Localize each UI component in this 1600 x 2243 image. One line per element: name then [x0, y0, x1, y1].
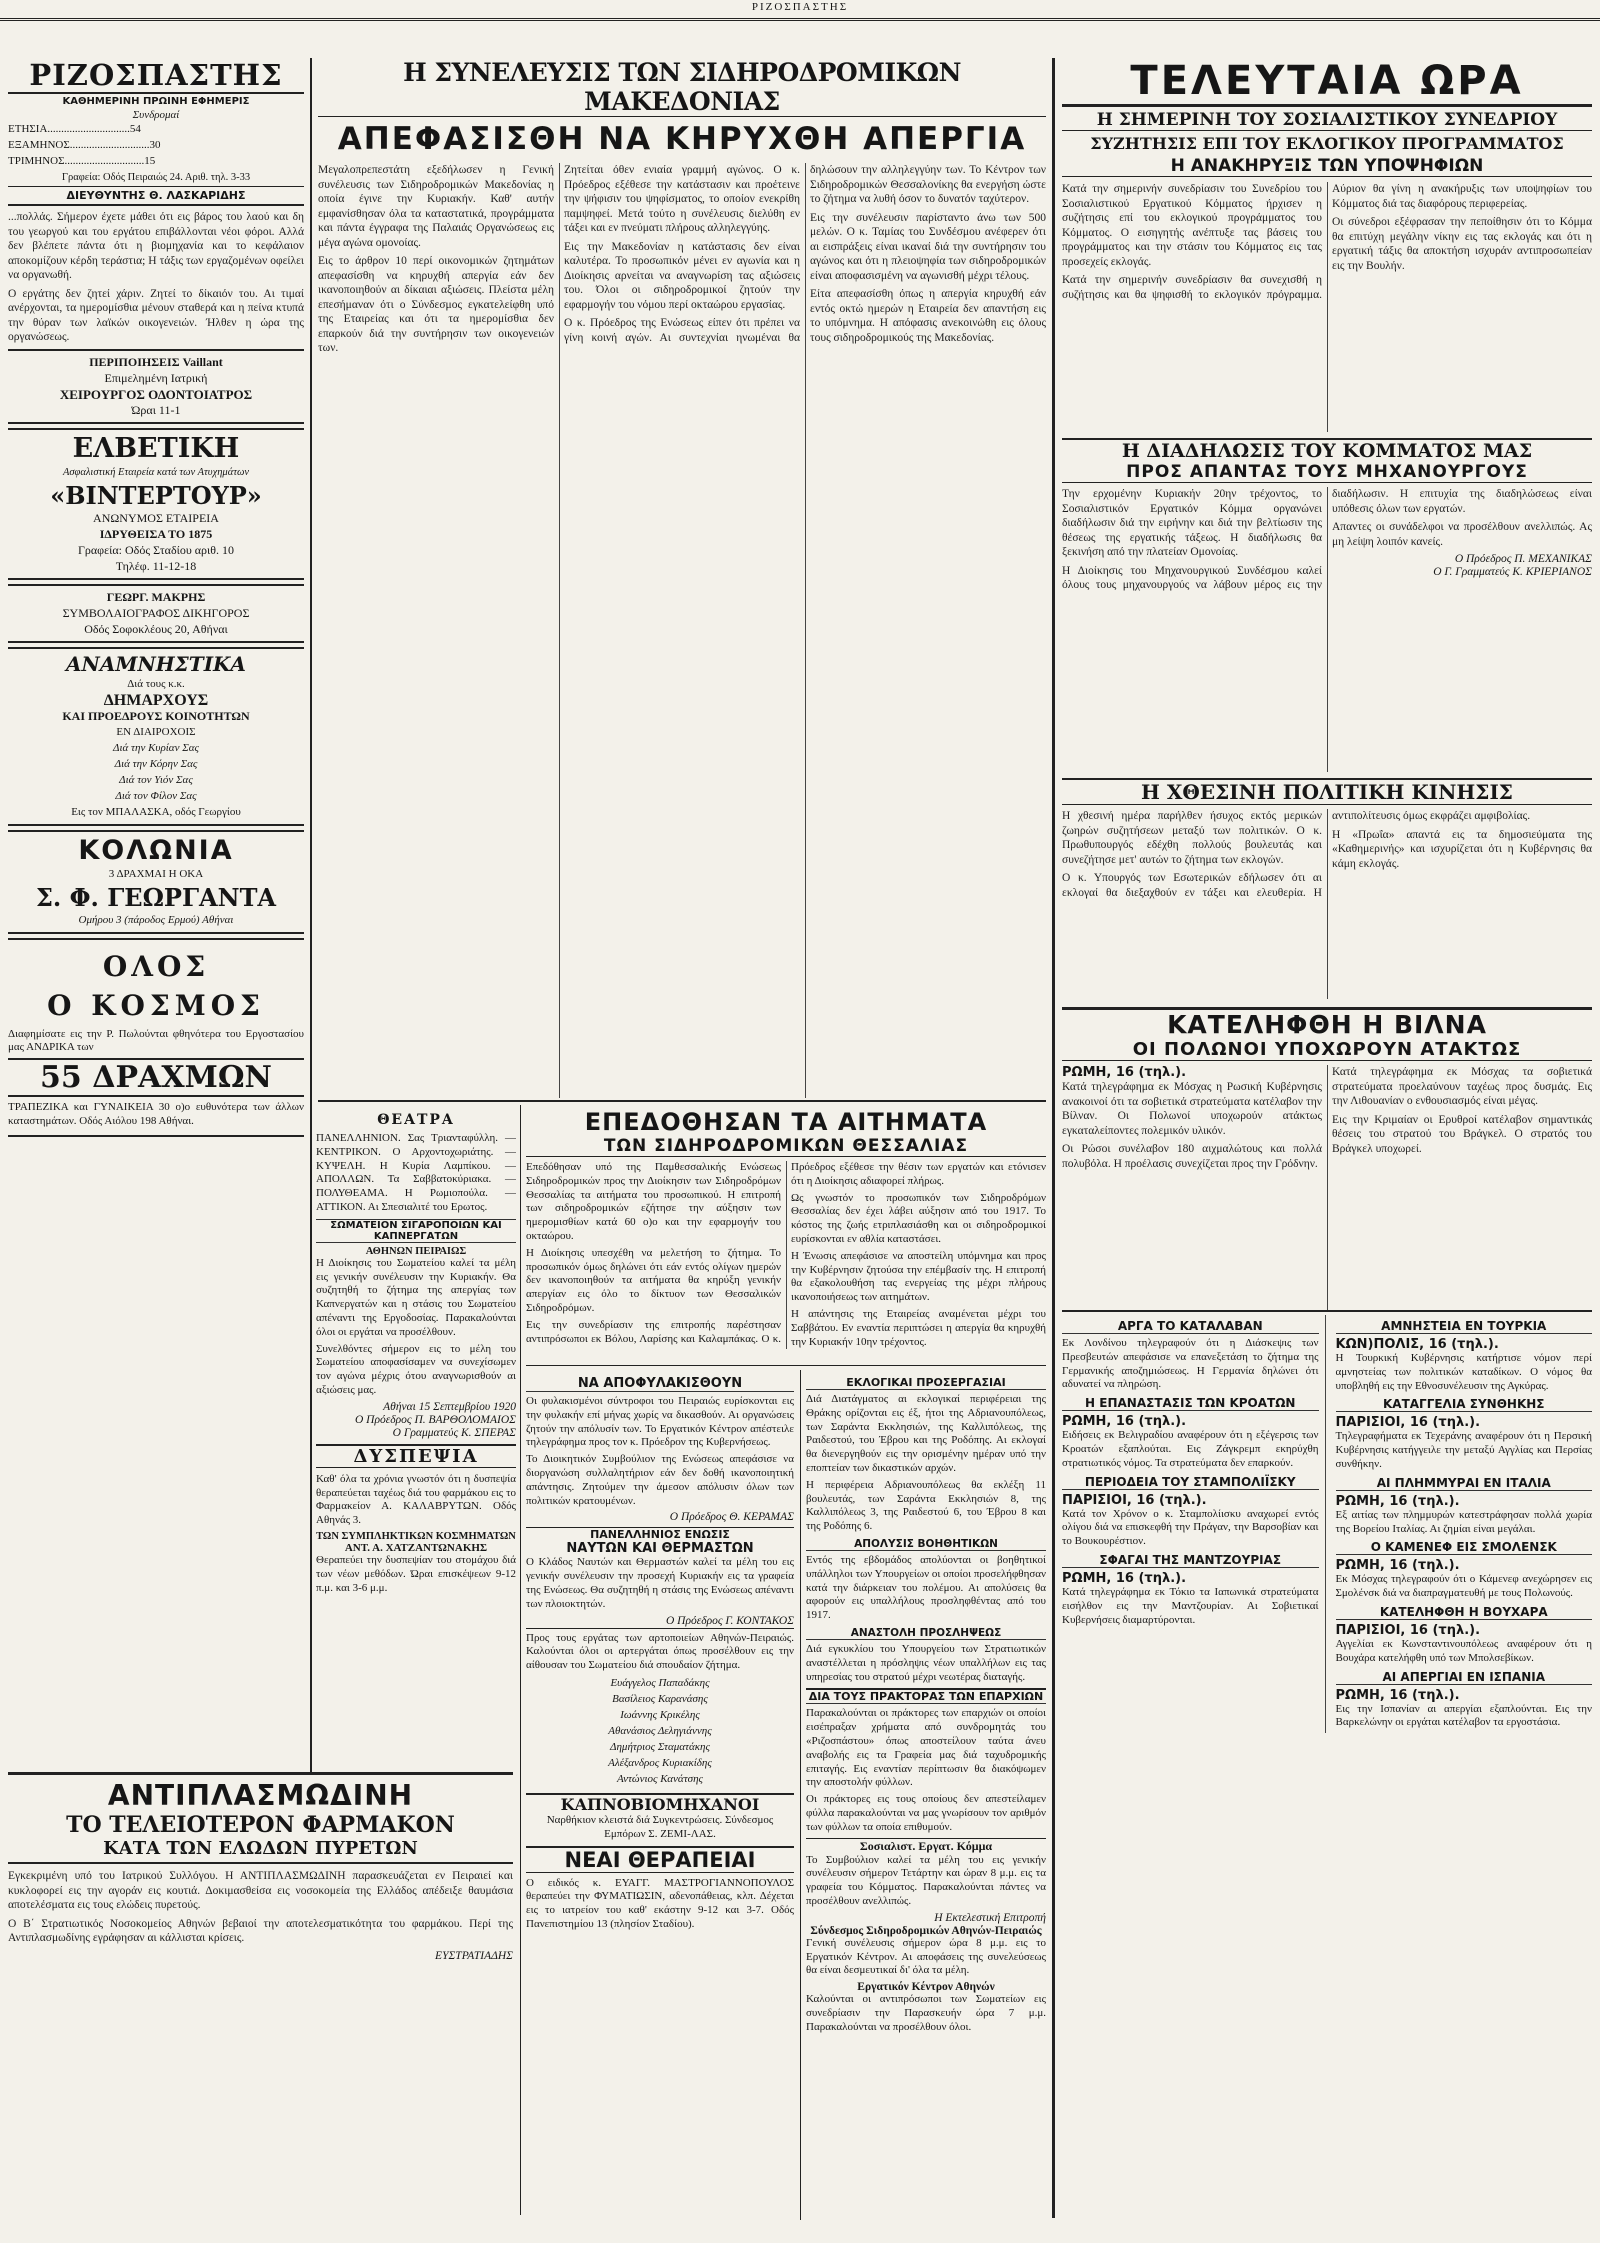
article-paragraph: Κατά την σημερινήν συνεδρίασιν του Συνεδρίου του Σοσιαλιστικού Εργατικού Κόμματος ήρχισεν η συζήτησις επί του εκλογικού προγράμματος του Κόμματος. Ο εισηγητής ανέπτυξε τας βάσεις του προγράμματος και την στάσιν του Κόμματος εις τας προσεχείς εκλογάς. [1062, 183, 1322, 268]
ad-title: ΑΝΑΜΝΗΣΤΙΚΑ [66, 651, 246, 676]
masthead-title: ΡΙΖΟΣΠΑΣΤΗΣ [8, 58, 304, 94]
notice-signature: Ο Γραμματεύς Κ. ΣΠΕΡΑΣ [392, 1426, 516, 1439]
brief-title: ΠΕΡΙΟΔΕΙΑ ΤΟΥ ΣΤΑΜΠΟΛΙΪΣΚΥ [1062, 1475, 1319, 1490]
main-article-makedonia [318, 58, 1046, 1098]
notice-paragraph: Προς τους εργάτας των αρτοποιείων Αθηνών-Πειραιώς. Καλούνται όλοι οι αρτεργάται όπως προσέλθουν εις την αίθουσαν του Σωματείου διά σπουδαίον ζήτημα. [526, 1628, 794, 1673]
section-rule [526, 1365, 1046, 1366]
name-item: Αλέξανδρος Κυριακίδης [608, 1756, 712, 1769]
ad-line: Οδός Σοφοκλέους 20, Αθήναι [84, 621, 228, 636]
notice-paragraph: Παρακαλούνται οι πράκτορες των επαρχιών οι οποίοι εισέπραξαν χρήματα από συνδρομητάς του «Ριζοσπάστου» όπως αποστείλουν ταύτα άνευ αναβολής εις τα Γραφεία μας διά ταχυδρομικής επιταγής. Εις εναντίαν περίπτωσιν θα διακόψωμεν την αποστολήν φύλλων. [806, 1707, 1046, 1789]
notice-title: Σύνδεσμος Σιδηροδρομικών Αθηνών-Πειραιώς [810, 1924, 1042, 1937]
article-subheadline: ΣΥΖΗΤΗΣΙΣ ΕΠΙ ΤΟΥ ΕΚΛΟΓΙΚΟΥ ΠΡΟΓΡΑΜΜΑΤΟΣ [1090, 134, 1564, 153]
name-item: Βασίλειος Καρανάσης [612, 1692, 708, 1705]
article-paragraph: Ο κ. Υπουργός των Εσωτερικών εδήλωσεν ότι αι εκλογαί θα διεξαχθούν εν τάξει και ελευθερία. Η αντιπολίτευσις όμως εκφράζει αμφιβολίας. [1062, 810, 1531, 899]
ad-makris [8, 584, 304, 643]
notice-paragraph: Οι φυλακισμένοι σύντροφοι του Πειραιώς ευρίσκονται εις την φυλακήν επί μήνας χωρίς να δικασθούν. Αι οργανώσεις ζητούν την απόλυσίν των. Το Εργατικόν Κέντρον απέστειλε τηλεγράφημα προς τον κ. Πρόεδρον της Κυβερνήσεως. [526, 1395, 794, 1449]
article-paragraph: Κατά την σημερινήν συνεδρίασιν θα συνεχισθή η συζήτησις και θα ψηφισθή το εκλογικόν πρόγραμμα. Αύριον θα γίνη η ανακήρυξις των υποψηφίων του Κόμματος διά τας διαφόρους περιφερείας. [1062, 183, 1592, 301]
brief-text: Κατά τον Χρόνον ο κ. Σταμπολίισκυ αναχωρεί εντός ολίγου διά να επισκεφθή την Πράγαν, την Βαρσοβίαν και το Βουκουρέστιον. [1062, 1507, 1319, 1548]
article-paragraph: ...πολλάς. Σήμερον έχετε μάθει ότι εις βάρος του λαού και δη του γεωργού και του εργάτου επιβάλλονται νέοι φόροι. Αλλά δεν βλέπετε πάντα ότι η βιομηχανία και το κεφάλαιον αποκομίζουν κέρδη τεράστια; Η τάξις των εργαζομένων οφείλει να οργανωθή. [8, 211, 304, 281]
article-headline: ΚΑΤΕΛΗΦΘΗ Η ΒΙΛΝΑ [1062, 1007, 1592, 1039]
article-headline: Η ΧΘΕΣΙΝΗ ΠΟΛΙΤΙΚΗ ΚΙΝΗΣΙΣ [1062, 778, 1592, 805]
ad-subtitle: ΚΑΤΑ ΤΩΝ ΕΛΩΔΩΝ ΠΥΡΕΤΩΝ [8, 1838, 513, 1864]
article-paragraph: Εις την Κριμαίαν οι Ερυθροί κατέλαβον σημαντικάς θέσεις του στρατού του Βράγκελ. Ο στρατός του Βράγκελ υποχωρεί. [1332, 1113, 1592, 1155]
article-subheadline: ΤΩΝ ΣΙΔΗΡΟΔΡΟΜΙΚΩΝ ΘΕΣΣΑΛΙΑΣ [526, 1136, 1046, 1157]
dateline: ΡΩΜΗ, 16 (τηλ.). [1335, 1687, 1460, 1703]
top-masthead-strip [0, 0, 1600, 21]
subscription-line: ΕΞΑΜΗΝΟΣ.............................30 [8, 139, 161, 151]
article-paragraph: Η «Πρωΐα» απαντά εις τα δημοσιεύματα της «Καθημερινής» και ισχυρίζεται ότι η Κυβέρνησις θα κάμη εκλογάς. [1332, 828, 1592, 870]
article-columns [1062, 487, 1592, 772]
dateline: ΡΩΜΗ, 16 (τηλ.). [1062, 1570, 1187, 1586]
ad-line: 3 ΔΡΑΧΜΑΙ Η ΟΚΑ [108, 867, 204, 880]
article-subheadline: Η ΑΝΑΚΗΡΥΞΙΣ ΤΩΝ ΥΠΟΨΗΦΙΩΝ [1062, 156, 1592, 177]
dateline: ΡΩΜΗ, 16 (τηλ.). [1335, 1493, 1460, 1509]
article-paragraph: Μεγαλοπρεπεστάτη εξεδήλωσεν η Γενική συνέλευσις των Σιδηροδρομικών Μακεδονίας η οποία έγινε την Κυριακήν. Καθ' αυτήν εμφανίσθησαν όλα τα καταστατικά, προγράμματα και πάντα έγγραφα της Παλαιάς Οργανώσεως εις μέγα αγώνα ομονοίας. [318, 164, 554, 249]
column-notices-b [806, 1372, 1046, 2217]
ad-line: ΑΝΩΝΥΜΟΣ ΕΤΑΙΡΕΙΑ [93, 510, 219, 525]
ad-kolonia [8, 830, 304, 934]
section-title: ΘΕΑΤΡΑ [377, 1112, 455, 1128]
article-paragraph: Οι Ρώσοι συνέλαβον 180 αιχμαλώτους και πολλά πολυβόλα. Η προέλασις συνεχίζεται προς την Γρόδνην. [1062, 1143, 1322, 1170]
column-rule [520, 1105, 521, 2215]
brief-text: Εξ αιτίας των πλημμυρών κατεστράφησαν πολλά χωρία της Βορείου Ιταλίας. Αι ζημίαι είναι μεγάλαι. [1335, 1508, 1592, 1535]
dateline: ΚΩΝ)ΠΟΛΙΣ, 16 (τηλ.). [1335, 1337, 1499, 1352]
name-item: Ιωάννης Κρικέλης [620, 1708, 700, 1721]
ad-line: Επιμελημένη Ιατρική [104, 370, 208, 385]
dateline: ΠΑΡΙΣΙΟΙ, 16 (τηλ.). [1335, 1622, 1481, 1638]
ad-antiplasmodini [8, 1772, 513, 2220]
ad-text: Εγκεκριμένη υπό του Ιατρικού Συλλόγου. Η ΑΝΤΙΠΛΑΣΜΩΔΙΝΗ παρασκευάζεται εν Πειραιεί και κυκλοφορεί εις την αγοράν εις κουτιά. Δοκιμασθείσα εις νοσοκομεία της Ελλάδος απέδειξε θαυμάσια αποτελέσματα εις τους ελώδεις πυρετούς. [8, 1870, 513, 1911]
ad-line: Διά την Κόρην Σας [114, 757, 198, 770]
article-paragraph: Εις την Μακεδονίαν η κατάστασις δεν είναι καλυτέρα. Το προσωπικόν μένει εν αγωνία και η Διοίκησις αρνείται να αναγνωρίση τας αξιώσεις του. Όλοι οι σιδηροδρομικοί ζητούν την εφαρμογήν του νόμου περί οκταώρου εργασίας. [564, 240, 800, 311]
ad-text: Ο ειδικός κ. ΕΥΑΓΓ. ΜΑΣΤΡΟΓΙΑΝΝΟΠΟΥΛΟΣ θεραπεύει την ΦΥΜΑΤΙΩΣΙΝ, αδενοπάθειας, κλπ. Δέχεται εις το ιατρείον του καθ' εκάστην 9-12 και 3-7. Οδός Πανεπιστημίου 13 (πλησίον Σταδίου). [526, 1876, 794, 1930]
article-signature: Ο Γ. Γραμματεύς Κ. ΚΡΙΕΡΙΑΝΟΣ [1433, 566, 1592, 578]
column-rule [800, 1370, 801, 2220]
brief-title: ΑΙ ΠΛΗΜΜΥΡΑΙ ΕΝ ΙΤΑΛΙΑ [1336, 1476, 1593, 1491]
ad-line: Διά τους κ.κ. [127, 677, 185, 690]
ad-title: ΕΛΒΕΤΙΚΗ [72, 432, 240, 464]
notice-signature: Ο Πρόεδρος Θ. ΚΕΡΑΜΑΣ [669, 1511, 794, 1524]
article-paragraph: Η Διοίκησις του Μηχανουργικού Συνδέσμου καλεί όλους τους μηχανουργούς να λάβουν μέρος εις την διαδήλωσιν. Η επιτυχία της διαδηλώσεως είναι υπόθεσις όλων των εργατών. [1062, 488, 1592, 591]
article-paragraph: Η Ένωσις απεφάσισε να αποστείλη υπόμνημα και προς την Κυβέρνησιν ζητούσα την επέμβασίν της. Η επιτροπή θα εξακολουθήση τας ενεργείας της μέχρι πλήρους ικανοποιήσεως των αιτημάτων. [791, 1249, 1046, 1304]
section-headline: ΤΕΛΕΥΤΑΙΑ ΩΡΑ [1062, 58, 1592, 107]
briefs-column-left [1062, 1315, 1326, 1733]
ad-name: ΑΝΤ. Α. ΧΑΤΖΑΝΤΩΝΑΚΗΣ [344, 1541, 488, 1554]
ad-vaillant [8, 349, 304, 424]
article-paragraph: Την ερχομένην Κυριακήν 20ην τρέχοντος, το Σοσιαλιστικόν Εργατικόν Κόμμα οργανώνει διαδήλωσιν διά την ειρήνην και διά την βελτίωσιν της θέσεως της εργατικής τάξεως. Η διαδήλωσις θα ξεκινήση από την πλατείαν Ομονοίας. [1062, 488, 1322, 558]
brief-text: Εις την Ισπανίαν αι απεργίαι εξαπλούνται. Εις την Βαρκελώνην οι εργάται κατέλαβον τα εργοστάσια. [1335, 1702, 1592, 1729]
ad-line: Γραφεία: Οδός Σταδίου αριθ. 10 [77, 542, 235, 557]
notice-subtitle: ΝΑΥΤΩΝ ΚΑΙ ΘΕΡΜΑΣΤΩΝ [566, 1541, 754, 1557]
article-paragraph: Ως γνωστόν το προσωπικόν των Σιδηροδρόμων Θεσσαλίας δεν έχει λάβει αύξησιν από του 1917. Το κόστος της ζωής ετριπλασιάσθη και οι σιδηροδρομικοί ευρίσκονται εν αθλία καταστάσει. [791, 1191, 1046, 1245]
notice-date: Αθήναι 15 Σεπτεμβρίου 1920 [383, 1400, 516, 1413]
article-columns [1062, 182, 1592, 432]
office-address: Γραφεία: Οδός Πειραιώς 24. Αριθ. τηλ. 3-33 [61, 172, 251, 183]
notice-paragraph: Καλούνται οι αντιπρόσωποι των Σωματείων εις συνεδρίασιν την Παρασκευήν ώρα 7 μ.μ. Παρακαλούνται να προσέλθουν όλοι. [806, 1993, 1046, 2033]
dateline: ΠΑΡΙΣΙΟΙ, 16 (τηλ.). [1062, 1492, 1207, 1508]
brief-title: ΑΡΓΑ ΤΟ ΚΑΤΑΛΑΒΑΝ [1062, 1319, 1319, 1334]
ad-text: Ο Β΄ Στρατιωτικός Νοσοκομείος Αθηνών βεβαιοί την αποτελεσματικότητα του φαρμάκου. Περί της Αντιπλασμωδίνης εγράφησαν αι κάλλισται κρίσεις. [8, 1917, 513, 1944]
dateline: ΡΩΜΗ, 16 (τηλ.). [1062, 1414, 1187, 1430]
brief-text: Αγγελίαι εκ Κωνσταντινουπόλεως αναφέρουν ότι η Βουχάρα κατελήφθη υπό των Μπολσεβίκων. [1335, 1637, 1592, 1664]
subscriptions-title: Συνδρομαί [132, 109, 180, 121]
notice-title: ΑΝΑΣΤΟΛΗ ΠΡΟΣΛΗΨΕΩΣ [806, 1627, 1046, 1640]
notice-title: Εργατικόν Κέντρον Αθηνών [857, 1981, 995, 1994]
article-headline: Η ΣΥΝΕΛΕΥΣΙΣ ΤΩΝ ΣΙΔΗΡΟΔΡΟΜΙΚΩΝ ΜΑΚΕΔΟΝΙΑΣ [318, 58, 1046, 117]
notice-paragraph: Η Διοίκησις του Σωματείου καλεί τα μέλη εις γενικήν συνέλευσιν την Κυριακήν. Θα συζητηθή το ζήτημα της απεργίας των Καπνεργατών και η στάσις του Σωματείου απέναντι της Εργοδοσίας. Παρακαλούνται όλοι οι εργάται να προσέλθουν. [316, 1256, 516, 1338]
ad-line: Εις τον ΜΠΑΛΑΣΚΑ, οδός Γεωργίου [71, 805, 241, 818]
brief-title: Η ΕΠΑΝΑΣΤΑΣΙΣ ΤΩΝ ΚΡΟΑΤΩΝ [1062, 1396, 1319, 1411]
ad-line: ΣΥΜΒΟΛΑΙΟΓΡΑΦΟΣ ΔΙΚΗΓΟΡΟΣ [62, 605, 250, 620]
notice-paragraph: Ο Κλάδος Ναυτών και Θερμαστών καλεί τα μέλη του εις γενικήν συνέλευσιν την προσεχή Κυριακήν εις τα γραφεία της Ενώσεως. Θα συζητηθή η στάσις της Ενώσεως απέναντι των πλοιοκτητών. [526, 1556, 794, 1610]
article-signature: Ο Πρόεδρος Π. ΜΕΧΑΝΙΚΑΣ [1454, 553, 1592, 565]
ad-text: ΤΡΑΠΕΖΙΚΑ και ΓΥΝΑΙΚΕΙΑ 30 ο)ο ευθυνότερα των άλλων καταστημάτων. Οδός Αιόλου 198 Αθήναι. [8, 1101, 304, 1127]
name-item: Αθανάσιος Δεληγιάννης [608, 1724, 712, 1737]
masthead-subtitle: ΚΑΘΗΜΕΡΙΝΗ ΠΡΩΙΝΗ ΕΦΗΜΕΡΙΣ [62, 96, 250, 107]
ad-line: ΔΗΜΑΡΧΟΥΣ [103, 691, 209, 709]
notice-paragraph: Διά εγκυκλίου του Υπουργείου των Στρατιωτικών αναστέλλεται η πρόσληψις νέων υπαλλήλων εις τας υπηρεσίας του στρατού μέχρι νεωτέρας διαταγής. [806, 1642, 1046, 1683]
ad-line: ΧΕΙΡΟΥΡΓΟΣ ΟΔΟΝΤΟΙΑΤΡΟΣ [59, 386, 253, 402]
notice-paragraph: Το Διοικητικόν Συμβούλιον της Ενώσεως απεφάσισε να διοργανώση συλλαλητήριον εάν δεν δοθή ικανοποιητική απάντησις. Ζητούμεν την άμεσον απόλυσιν όλων των πολιτικών κρατουμένων. [526, 1453, 794, 1507]
article-paragraph: Εις την συνεδρίασιν της επιτροπής παρέστησαν αντιπρόσωποι εκ Βόλου, Λαρίσης και Καλαμπάκας. Ο κ. Πρόεδρος εξέθεσε την θέσιν των εργατών και ετόνισεν ότι η Διοίκησις αδιαφορεί πλήρως. [526, 1161, 1046, 1345]
theatre-column [316, 1108, 516, 1768]
article-paragraph: Ο εργάτης δεν ζητεί χάριν. Ζητεί το δίκαιόν του. Αι τιμαί ανέρχονται, τα ημερομίσθια μένουν σταθερά και η πείνα κτυπά την θύραν των λαϊκών οικογενειών. Ήλθεν η ώρα της οργανώσεως. [8, 287, 304, 343]
strip-title: ΡΙΖΟΣΠΑΣΤΗΣ [751, 1, 849, 13]
article-paragraph: Η απάντησις της Εταιρείας αναμένεται μέχρι του Σαββάτου. Εν εναντία περιπτώσει η απεργία θα κηρυχθή την Κυριακήν 10ην τρέχοντος. [791, 1307, 1046, 1348]
ad-title: ΟΛΟΣ [102, 949, 210, 983]
briefs-column-right [1336, 1315, 1593, 1733]
ad-text: Ναρθήκιον κλειστά διά Συγκεντρώσεις. Σύνδεσμος Εμπόρων Σ. ΖΕΜΙ-ΛΑΣ. [546, 1813, 774, 1840]
dateline: ΡΩΜΗ, 16 (τηλ.). [1335, 1558, 1460, 1574]
ad-text: Διαφημίσατε εις την Ρ. Πωλούνται φθηνότερα του Εργοστασίου μας ΑΝΔΡΙΚΑ των [8, 1027, 304, 1054]
editor-line: ΔΙΕΥΘΥΝΤΗΣ Θ. ΛΑΣΚΑΡΙΔΗΣ [8, 186, 304, 206]
ad-signature: ΕΥΣΤΡΑΤΙΑΔΗΣ [435, 1949, 513, 1962]
ad-title: ΚΟΛΩΝΙΑ [78, 834, 234, 866]
brief-text: Κατά τηλεγράφημα εκ Τόκιο τα Ιαπωνικά στρατεύματα εισήλθον εις την Μαντζουρίαν. Αι Σοβιετικαί Κυβερνήσεις διαμαρτύρονται. [1062, 1585, 1319, 1626]
ad-line: Διά την Κυρίαν Σας [113, 741, 199, 754]
column-notices-a [526, 1372, 794, 2217]
notice-title: ΣΩΜΑΤΕΙΟΝ ΣΙΓΑΡΟΠΟΙΩΝ ΚΑΙ ΚΑΠΝΕΡΓΑΤΩΝ [316, 1219, 516, 1243]
ad-line: Ασφαλιστική Εταιρεία κατά των Ατυχημάτων [62, 466, 250, 478]
notice-paragraph: Η περιφέρεια Αδριανουπόλεως θα εκλέξη 11 βουλευτάς, των Σαράντα Εκκλησιών 8, της Καλλιπόλεως 3, της Ραιδεστού 6, του Έβρου 8 και της Ροδόπης 6. [806, 1478, 1046, 1533]
article-paragraph: Απαντες οι συνάδελφοι να προσέλθουν ανελλιπώς. Ας μη λείψη λοιπόν κανείς. [1332, 521, 1592, 548]
ad-price: 55 ΔΡΑΧΜΩΝ [8, 1058, 304, 1097]
notice-signature: Ο Πρόεδρος Γ. ΚΟΝΤΑΚΟΣ [665, 1614, 794, 1627]
subscription-line: ΕΤΗΣΙΑ..............................54 [8, 123, 141, 135]
article-paragraph: Ο κ. Πρόεδρος της Ενώσεως είπεν ότι πρέπει να γίνη κοινή αγών. Αι συντεχνίαι ηνωμέναι θα δηλώσουν την αλληλεγγύην των. Το Κέντρον των Σιδηροδρομικών Θεσσαλονίκης θα ενεργήση ώστε το ζήτημα να λυθή όσον το δυνατόν ταχύτερον. [564, 164, 1046, 344]
ad-company-name: Σ. Φ. ΓΕΩΡΓΑΝΤΑ [35, 882, 277, 912]
article-columns [526, 1161, 1046, 1349]
notice-paragraph: Το Συμβούλιον καλεί τα μέλη του εις γενικήν συνέλευσιν σήμερον Τετάρτην και ώραν 8 μ.μ. εις τα γραφεία του Κόμματος. Παρακαλούνται πάντες να προσέλθουν ανελλιπώς. [806, 1853, 1046, 1907]
brief-title: Ο ΚΑΜΕΝΕΦ ΕΙΣ ΣΜΟΛΕΝΣΚ [1336, 1540, 1593, 1555]
brief-title: ΑΙ ΑΠΕΡΓΙΑΙ ΕΝ ΙΣΠΑΝΙΑ [1336, 1670, 1593, 1685]
ad-subtitle: ΤΟ ΤΕΛΕΙΟΤΕΡΟΝ ΦΑΡΜΑΚΟΝ [66, 1812, 455, 1838]
ad-line: Ώραι 11-1 [131, 402, 181, 417]
article-paragraph: Κατά τηλεγράφημα εκ Μόσχας τα σοβιετικά στρατεύματα προελαύνουν ταχέως προς δυσμάς. Εις την Λιθουανίαν ο ενθουσιασμός είναι μέγας. [1332, 1066, 1592, 1107]
article-subheadline: ΑΠΕΦΑΣΙΣΘΗ ΝΑ ΚΗΡΥΧΘΗ ΑΠΕΡΓΙΑ [337, 121, 1027, 157]
article-headline: Η ΔΙΑΔΗΛΩΣΙΣ ΤΟΥ ΚΟΜΜΑΤΟΣ ΜΑΣ [1062, 438, 1592, 462]
notice-title: ΝΑ ΑΠΟΦΥΛΑΚΙΣΘΟΥΝ [526, 1376, 794, 1392]
section-title: ΔΥΣΠΕΨΙΑ [316, 1444, 516, 1468]
brief-text: Η Τουρκική Κυβέρνησις κατήρτισε νόμον περί αμνηστείας των πολιτικών καταδίκων. Ο νόμος θα υποβληθή εις την Εθνοσυνέλευσιν της Αγκύρας. [1335, 1352, 1592, 1392]
notice-paragraph: Γενική συνέλευσις σήμερον ώρα 8 μ.μ. εις το Εργατικόν Κέντρον. Αι αποφάσεις της συνελεύσεως θα είναι δεσμευτικαί δι' όλα τα μέλη. [806, 1936, 1046, 1977]
ad-text: Καθ' όλα τα χρόνια γνωστόν ότι η δυσπεψία θεραπεύεται ταχέως διά του φαρμάκου εις το Φαρμακείον Α. ΚΑΛΑΒΡΥΤΩΝ. Οδός Αθηνάς 3. [316, 1472, 516, 1527]
brief-text: Εκ Μόσχας τηλεγραφούν ότι ο Κάμενεφ ανεχώρησεν εις Σμολένσκ διά να διαπραγματευθή με τους Πολωνούς. [1335, 1573, 1592, 1600]
ad-olos-o-kosmos [8, 938, 304, 1137]
article-paragraph: Επεδόθησαν υπό της Παμθεσσαλικής Ενώσεως Σιδηροδρομικών προς την Διοίκησιν των Σιδηροδρόμων Θεσσαλίας τα αιτήματα του προσωπικού. Η επιτροπή των σιδηροδρομικών εζήτησε την αύξησιν των ημερομισθίων κατά 60 ο)ο και την εφαρμογήν του οκταώρου. [526, 1161, 781, 1242]
article-paragraph: Ζητείται όθεν ενιαία γραμμή αγώνος. Ο κ. Πρόεδρος εξέθεσε την κατάστασιν και προέτεινε την ψήφισιν του ψηφίσματος, το οποίον ενεκρίθη παμψηφεί. Μετά τούτο η συνέλευσις διελύθη εν τάξει και εν πνεύματι πλήρους αλληλεγγύης. [564, 164, 800, 234]
brief-text: Ειδήσεις εκ Βελιγραδίου αναφέρουν ότι η εξέγερσις των Κροατών εξαπλούται. Εις Ζάγκρεμπ εκηρύχθη στρατιωτικός νόμος. Τα στρατεύματα δεν επαρκούν. [1062, 1429, 1319, 1469]
ad-title: ΝΕΑΙ ΘΕΡΑΠΕΙΑΙ [526, 1846, 794, 1873]
dateline: ΠΑΡΙΣΙΟΙ, 16 (τηλ.). [1335, 1415, 1481, 1431]
article-paragraph: Η Διοίκησις υπεσχέθη να μελετήση το ζήτημα. Το προσωπικόν όμως δηλώνει ότι εάν εντός ολίγων ημερών δεν ικανοποιηθούν τα αιτήματα θα κηρύξη γενικήν απεργίαν εις όλο το δίκτυον των Θεσσαλικών Σιδηροδρόμων. [526, 1246, 781, 1314]
brief-title: ΣΦΑΓΑΙ ΤΗΣ ΜΑΝΤΖΟΥΡΙΑΣ [1062, 1553, 1319, 1568]
article-subheadline: ΠΡΟΣ ΑΠΑΝΤΑΣ ΤΟΥΣ ΜΗΧΑΝΟΥΡΓΟΥΣ [1062, 462, 1592, 483]
notice-subtitle: ΑΘΗΝΩΝ ΠΕΙΡΑΙΩΣ [365, 1245, 467, 1257]
ad-line: ΙΔΡΥΘΕΙΣΑ ΤΟ 1875 [99, 526, 213, 541]
article-paragraph: Είτα απεφασίσθη όπως η απεργία κηρυχθή εάν εντός οκτώ ημερών η Εταιρεία δεν απαντήση εις το υπόμνημα. Η απόφασις ανεκοινώθη εις όλους τους σιδηροδρομικούς της Μακεδονίας. [810, 288, 1046, 344]
news-briefs [1062, 1310, 1592, 1733]
notice-title: ΔΙΑ ΤΟΥΣ ΠΡΑΚΤΟΡΑΣ ΤΩΝ ΕΠΑΡΧΙΩΝ [806, 1688, 1046, 1704]
brief-text: Εκ Λονδίνου τηλεγραφούν ότι η Διάσκεψις των Πρεσβευτών απεφάσισε να επανεξετάση το ζήτημα της Γερμανικής αποζημιώσεως. Η Γερμανία δηλώνει ότι αδυνατεί να πληρώση. [1062, 1337, 1319, 1391]
ad-title: ΓΕΩΡΓ. ΜΑΚΡΗΣ [106, 589, 206, 604]
column-rule [1052, 58, 1055, 2218]
notice-signature: Ο Πρόεδρος Π. ΒΑΡΘΟΛΟΜΑΙΟΣ [355, 1413, 516, 1426]
ad-title: ΠΕΡΙΠΟΙΗΣΕΙΣ Vaillant [89, 354, 223, 369]
name-item: Αντώνιος Κανάτσης [617, 1772, 703, 1785]
article-columns [318, 163, 1046, 1098]
article-paragraph: Εις το άρθρον 10 περί οικονομικών ζητημάτων απεφασίσθη να κηρυχθή απεργία εάν δεν ικανοποιηθούν αι δίκαιαι αξιώσεις. Πλείστα μέλη επεσήμαναν ότι ο Σύνδεσμος εγκατελείφθη υπό της Εταιρείας και ότι τα ημερομίσθια δεν επαρκούν διά την συντήρησιν των οικογενειών των. [318, 255, 554, 354]
article-paragraph: Κατά τηλεγράφημα εκ Μόσχας η Ρωσική Κυβέρνησις ανακοινοί ότι τα σοβιετικά στρατεύματα κατέλαβον την Βίλναν. Οι Πολωνοί υποχωρούν ατάκτως εγκαταλείποντες πολεμικόν υλικόν. [1062, 1081, 1322, 1137]
article-paragraph: Η χθεσινή ημέρα παρήλθεν ήσυχος εκτός μερικών ζωηρών συζητήσεων μεταξύ των πολιτικών. Ο κ. Πρωθυπουργός εδέχθη πολλούς βουλευτάς και συνεζήτησε μετ' αυτών το ζήτημα των εκλογών. [1062, 810, 1322, 866]
notice-title: ΑΠΟΛΥΣΙΣ ΒΟΗΘΗΤΙΚΩΝ [806, 1538, 1046, 1551]
brief-text: Τηλεγραφήματα εκ Τεχεράνης αναφέρουν ότι η Περσική Κυβέρνησις κατήγγειλε την μεταξύ Αγγλίας και Περσίας συνθήκην. [1335, 1430, 1592, 1470]
ad-elvetiki [8, 428, 304, 580]
ad-title: ΚΑΠΝΟΒΙΟΜΗΧΑΝΟΙ [526, 1793, 794, 1814]
name-item: Δημήτριος Σταματάκης [610, 1740, 710, 1753]
notice-title: ΠΑΝΕΛΛΗΝΙΟΣ ΕΝΩΣΙΣ [526, 1527, 794, 1541]
notice-paragraph: Συνελθόντες σήμερον εις το μέλη του Σωματείου αποφασίσαμεν να συνεχίσωμεν τον αγώνα μέχρις ότου αναγνωρισθούν αι αξιώσεις μας. [316, 1342, 516, 1396]
ad-title: Ο ΚΟΣΜΟΣ [47, 988, 265, 1022]
theatre-listing: ΠΑΝΕΛΛΗΝΙΟΝ. Σας Τριανταφύλλη. — ΚΕΝΤΡΙΚΟΝ. Ο Αρχοντοχωριάτης. — ΚΥΨΕΛΗ. Η Κυρία Λαμπίκου. — ΑΠΟΛΛΩΝ. Τα Σαββατοκύριακα. — ΠΟΛΥΘΕΑΜΑ. Η Ρωμιοπούλα. — ΑΤΤΙΚΟΝ. Αι Σπεσιαλιτέ του Ερωτος. [316, 1132, 516, 1213]
ad-line: ΚΑΙ ΠΡΟΕΔΡΟΥΣ ΚΟΙΝΟΤΗΤΩΝ [62, 708, 250, 723]
ad-company-name: «ΒΙΝΤΕΡΤΟΥΡ» [50, 480, 262, 510]
name-item: Ευάγγελος Παπαδάκης [610, 1676, 710, 1689]
brief-title: ΚΑΤΕΛΗΦΘΗ Η ΒΟΥΧΑΡΑ [1336, 1605, 1593, 1620]
notice-paragraph: Οι πράκτορες εις τους οποίους δεν απεστείλαμεν φύλλα παρακαλούνται να μας γνωρίσουν τον αριθμόν των φύλλων τα οποία επιθυμούν. [806, 1793, 1046, 1833]
subscription-line: ΤΡΙΜΗΝΟΣ.............................15 [8, 155, 156, 167]
ad-line: Τηλέφ. 11-12-18 [115, 558, 197, 573]
brief-title: ΑΜΝΗΣΤΕΙΑ ΕΝ ΤΟΥΡΚΙΑ [1336, 1319, 1593, 1334]
dateline: ΡΩΜΗ, 16 (τηλ.). [1062, 1065, 1187, 1080]
brief-title: ΚΑΤΑΓΓΕΛΙΑ ΣΥΝΘΗΚΗΣ [1336, 1397, 1593, 1412]
notice-title: ΕΚΛΟΓΙΚΑΙ ΠΡΟΣΕΡΓΑΣΙΑΙ [806, 1376, 1046, 1390]
notice-paragraph: Διά Διατάγματος αι εκλογικαί περιφέρειαι της Θράκης ορίζονται εις έξ, ήτοι της Αδριανουπόλεως, των Σαράντα Εκκλησιών, της Καλλιπόλεως, της Ραιδεστού, του Έβρου και της Ροδόπης. Αι εκλογαί θα διενεργηθούν εις την ορισμένην ημέραν υπό την εποπτείαν των δικαστικών αρχών. [806, 1393, 1046, 1474]
section-rule [318, 1100, 1046, 1102]
ad-line: ΕΝ ΔΙΑΙΡΟΧΟΙΣ [116, 725, 196, 738]
notice-paragraph: Εντός της εβδομάδος απολύονται οι βοηθητικοί υπάλληλοι των Υπουργείων οι οποίοι προσελήφθησαν κατά την διάρκειαν του πολέμου. Αι απολύσεις θα αφορούν εις υπαλλήλους προσληφθέντας από του 1917. [806, 1553, 1046, 1622]
article-headline: Η ΣΗΜΕΡΙΝΗ ΤΟΥ ΣΟΣΙΑΛΙΣΤΙΚΟΥ ΣΥΝΕΔΡΙΟΥ [1062, 110, 1592, 131]
ad-text: Θεραπεύει την δυσπεψίαν του στομάχου διά των νέων μεθόδων. Ώραι επισκέψεων 9-12 π.μ. και 3-6 μ.μ. [316, 1553, 516, 1594]
article-columns [1062, 809, 1592, 999]
ad-title: ΤΩΝ ΣΥΜΠΛΗΚΤΙΚΩΝ ΚΟΣΜΗΜΑΤΩΝ [316, 1530, 516, 1542]
notice-signature: Η Εκτελεστική Επιτροπή [934, 1911, 1046, 1924]
article-paragraph: Εις την συνέλευσιν παρίσταντο άνω των 500 μελών. Ο κ. Ταμίας του Συνδέσμου ανέφερεν ότι αι εισπράξεις είναι ικαναί διά την συντήρησιν του αγώνος και ότι η πλειοψηφία των σιδηροδρομικών είναι αποφασισμένη να αγωνισθή μέχρι τέλους. [810, 211, 1046, 282]
ad-title: ΑΝΤΙΠΛΑΣΜΩΔΙΝΗ [107, 1779, 414, 1812]
article-paragraph: Οι σύνεδροι εξέφρασαν την πεποίθησιν ότι το Κόμμα θα επιτύχη μεγάλην νίκην εις τας εκλογάς και ότι η εργατική τάξις θα αποκτήση ισχυράν αντιπροσωπείαν εις την Βουλήν. [1332, 216, 1592, 272]
ad-line: Ομήρου 3 (πάροδος Ερμού) Αθήναι [78, 913, 234, 926]
right-section [1062, 58, 1592, 2218]
ad-anamnistika [8, 647, 304, 826]
article-thessalia [526, 1108, 1046, 1363]
ad-line: Διά τον Υιόν Σας [119, 773, 193, 786]
article-subheadline: ΟΙ ΠΟΛΩΝΟΙ ΥΠΟΧΩΡΟΥΝ ΑΤΑΚΤΩΣ [1062, 1039, 1592, 1061]
article-columns [1062, 1065, 1592, 1310]
ad-line: Διά τον Φίλον Σας [115, 789, 197, 802]
notice-title: Σοσιαλιστ. Εργατ. Κόμμα [806, 1838, 1046, 1854]
article-headline: ΕΠΕΔΟΘΗΣΑΝ ΤΑ ΑΙΤΗΜΑΤΑ [584, 1108, 988, 1136]
